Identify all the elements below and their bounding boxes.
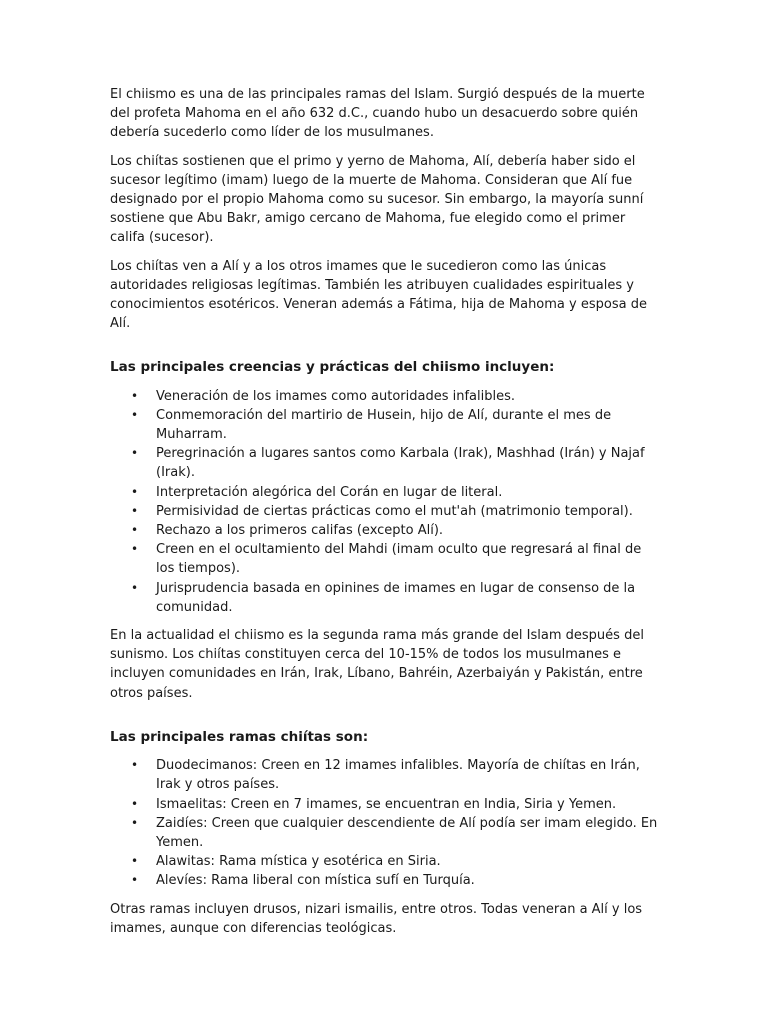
list-item: • Creen en el ocultamiento del Mahdi (imam oculto que regresará al final de los tiempos). xyxy=(131,542,642,577)
bullet-icon: • xyxy=(131,407,139,422)
bullet-icon: • xyxy=(131,815,139,830)
intro-paragraph-3: Los chiítas ven a Alí y a los otros imames que le sucedieron como las únicas autoridades religiosas legítimas. También les atribuyen cualidades espirituales y conocimientos esotéricos. Veneran además a Fátima, hija de Mahoma y esposa de Alí. xyxy=(110,258,647,332)
list-item: • Permisividad de ciertas prácticas como el mut'ah (matrimonio temporal). xyxy=(110,502,658,521)
bullet-icon: • xyxy=(131,796,139,811)
bullet-icon: • xyxy=(131,854,139,869)
bullet-icon: • xyxy=(131,388,139,403)
list-item: • Interpretación alegórica del Corán en lugar de literal. xyxy=(110,483,658,502)
bullet-icon: • xyxy=(131,446,139,461)
beliefs-heading: Las principales creencias y prácticas del chiismo incluyen: xyxy=(110,359,555,376)
list-item: • Peregrinación a lugares santos como Karbala (Irak), Mashhad (Irán) y Najaf (Irak). xyxy=(131,446,645,481)
list-item: • Ismaelitas: Creen en 7 imames, se encuentran en India, Siria y Yemen. xyxy=(110,795,658,814)
list-item: • Rechazo a los primeros califas (excepto Alí). xyxy=(110,521,658,540)
bullet-icon: • xyxy=(131,873,139,888)
intro-paragraph-2: Los chiítas sostienen que el primo y yerno de Mahoma, Alí, debería haber sido el sucesor legítimo (imam) luego de la muerte de Mahoma. Consideran que Alí fue designado por el propio Mahoma como su sucesor. Sin embargo, la mayoría sunní sostiene que Abu Bakr, amigo cercano de Mahoma, fue elegido como el primer califa (sucesor). xyxy=(110,153,644,246)
bullet-icon: • xyxy=(131,758,139,773)
closing-paragraph: Otras ramas incluyen drusos, nizari ismailis, entre otros. Todas veneran a Alí y los imames, aunque con diferencias teológicas. xyxy=(110,901,643,936)
list-item: • Veneración de los imames como autoridades infalibles. xyxy=(110,387,658,406)
beliefs-list xyxy=(110,387,658,617)
list-item: • Alevíes: Rama liberal con mística sufí en Turquía. xyxy=(110,871,658,890)
bullet-icon: • xyxy=(131,503,139,518)
branches-list xyxy=(110,756,658,890)
document-page xyxy=(110,85,658,947)
intro-paragraph-1: El chiismo es una de las principales ramas del Islam. Surgió después de la muerte del profeta Mahoma en el año 632 d.C., cuando hubo un desacuerdo sobre quién debería sucederlo como líder de los musulmanes. xyxy=(110,87,645,141)
list-item: • Conmemoración del martirio de Husein, hijo de Alí, durante el mes de Muharram. xyxy=(131,407,612,443)
list-item: • Alawitas: Rama mística y esotérica en Siria. xyxy=(110,852,658,871)
list-item: • Duodecimanos: Creen en 12 imames infalibles. Mayoría de chiítas en Irán, Irak y otros países. xyxy=(131,758,640,793)
bullet-icon: • xyxy=(131,580,139,595)
branches-heading: Las principales ramas chiítas son: xyxy=(110,728,369,745)
bullet-icon: • xyxy=(131,523,139,538)
bullet-icon: • xyxy=(131,484,139,499)
list-item: • Jurisprudencia basada en opinines de imames en lugar de consenso de la comunidad. xyxy=(131,580,636,615)
current-status-paragraph: En la actualidad el chiismo es la segunda rama más grande del Islam después del sunismo. Los chiítas constituyen cerca del 10-15% de todos los musulmanes e incluyen comunidades en Irán, Irak, Líbano, Bahréin, Azerbaiyán y Pakistán, entre otros países. xyxy=(110,628,644,701)
bullet-icon: • xyxy=(131,542,139,557)
list-item: • Zaidíes: Creen que cualquier descendiente de Alí podía ser imam elegido. En Yemen. xyxy=(131,815,658,850)
